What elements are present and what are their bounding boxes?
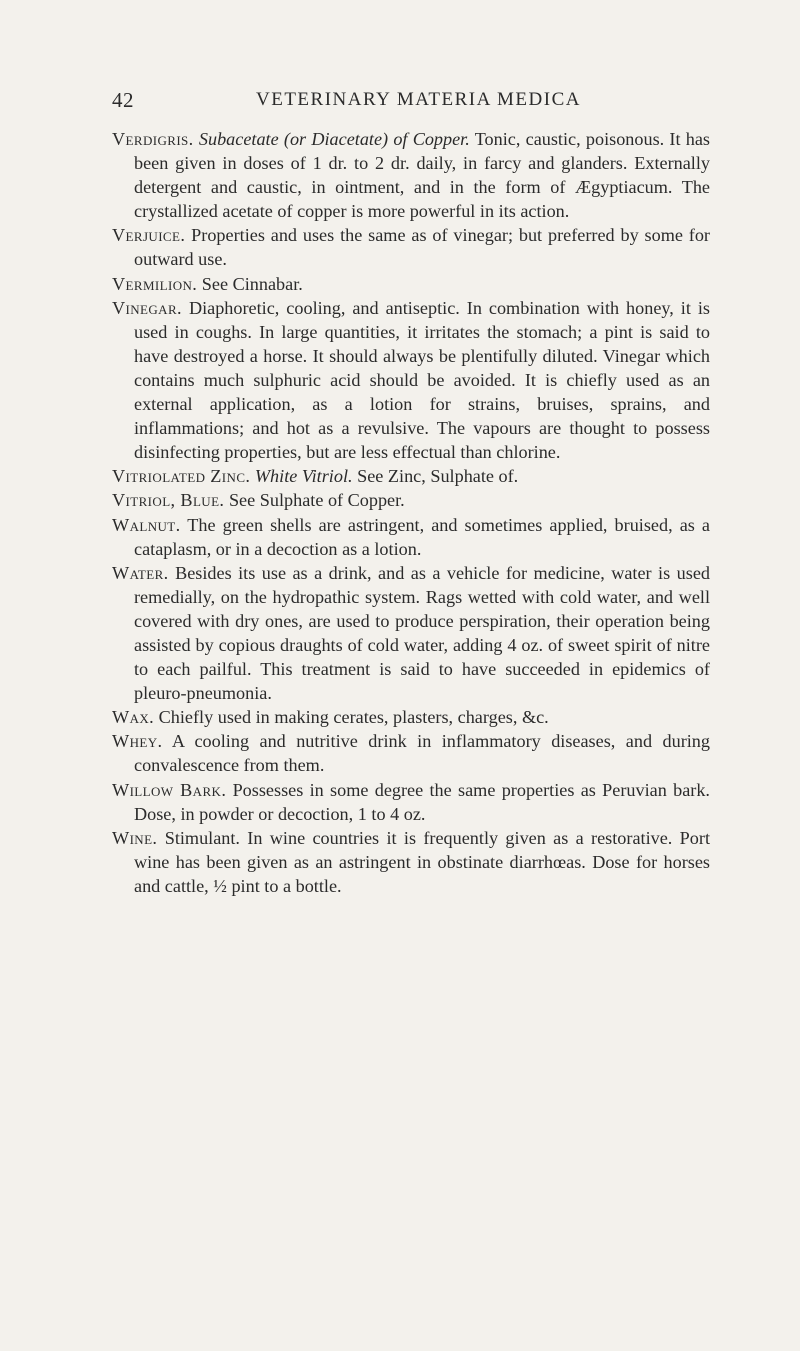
entries-list <box>112 127 710 898</box>
entry-text: See Sulphate of Copper. <box>224 490 405 511</box>
entry-headword: Whey. <box>112 731 163 752</box>
entry-whey <box>112 729 710 777</box>
entry-headword: Wax. <box>112 707 155 728</box>
entry-headword: Walnut. <box>112 514 181 535</box>
entry-vermilion <box>112 272 710 296</box>
entry-text: Stimulant. In wine countries it is frequently given as a restorative. Port wine has been given as an astringent in obstinate diarrhœas. Dose for horses and cattle, ½ pint to a bottle. <box>134 827 710 896</box>
entry-text: A cooling and nutritive drink in inflammatory diseases, and during convalescence from them. <box>134 731 710 776</box>
entry-text: Besides its use as a drink, and as a vehicle for medicine, water is used remedially, on the hydropathic system. Rags wetted with cold water, and well covered with dry ones, are used to produce perspiration, their operation being assisted by copious draughts of cold water, adding 4 oz. of sweet spirit of nitre to each pailful. This treatment is said to have succeeded in epidemics of pleuro-pneumonia. <box>134 562 710 704</box>
entry-vitriol-blue <box>112 488 710 512</box>
entry-text: Diaphoretic, cooling, and antiseptic. In combination with honey, it is used in coughs. In large quantities, it irritates the stomach; a pint is said to have destroyed a horse. It should always be plentifully diluted. Vinegar which contains much sulphuric acid should be avoided. It is chiefly used as an external application, as a lotion for strains, bruises, sprains, and inflammations; and hot as a revulsive. The vapours are thought to possess disinfecting properties, but are less effectual than chlorine. <box>134 297 710 463</box>
entry-text: The green shells are astringent, and sometimes applied, bruised, as a cataplasm, or in a decoction as a lotion. <box>134 514 710 559</box>
entry-text: Tonic, caustic, poisonous. It has been given in doses of 1 dr. to 2 dr. daily, in farcy and glanders. Externally detergent and caustic, in ointment, and in the form of Ægyptiacum. The crystallized acetate of copper is more powerful in its action. <box>134 129 711 222</box>
running-title: VETERINARY MATERIA MEDICA <box>256 89 581 110</box>
entry-water <box>112 561 710 706</box>
entry-headword: Willow Bark. <box>112 779 227 800</box>
entry-text: See Cinnabar. <box>197 273 303 294</box>
entry-walnut <box>112 513 710 561</box>
entry-headword: Verjuice. <box>112 225 186 246</box>
entry-willow-bark <box>112 778 710 826</box>
entry-verdigris <box>112 127 710 223</box>
entry-headword: Wine. <box>112 827 158 848</box>
page-number: 42 <box>112 88 134 112</box>
entry-italic: White Vitriol. <box>254 466 353 487</box>
entry-text: Possesses in some degree the same properties as Peruvian bark. Dose, in powder or decoction, 1 to 4 oz. <box>134 779 710 824</box>
entry-headword: Vinegar. <box>112 297 182 318</box>
entry-headword: Vermilion. <box>112 273 198 294</box>
entry-headword: Vitriolated Zinc. <box>112 466 251 487</box>
entry-headword: Verdigris. <box>112 129 194 149</box>
entry-headword: Vitriol, Blue. <box>112 490 225 511</box>
entry-text: Properties and uses the same as of vinegar; but preferred by some for outward use. <box>134 225 710 270</box>
entry-text: Chiefly used in making cerates, plasters, charges, &c. <box>154 707 549 728</box>
entry-headword: Water. <box>112 562 169 583</box>
entry-text: See Zinc, Sulphate of. <box>352 466 519 487</box>
entry-wax <box>112 705 710 729</box>
entry-vinegar <box>112 296 710 465</box>
entry-verjuice <box>112 223 710 271</box>
entry-wine <box>112 826 710 898</box>
entry-vitriolated-zinc <box>112 464 710 488</box>
entry-italic: Subacetate (or Diacetate) of Copper. <box>198 129 470 149</box>
